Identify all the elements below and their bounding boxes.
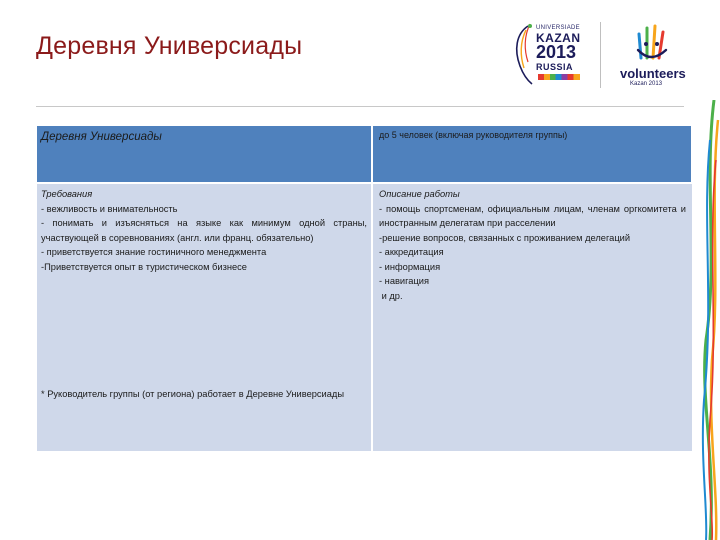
universiade-color-band [538,74,580,80]
duty-item: и др. [379,290,403,301]
requirement-item: - понимать и изъясняться на языке как минимум одной страны, участвующей в соревнованиях (англ. или франц. обязательно) [41,218,367,243]
job-description-heading: Описание работы [379,189,460,199]
universiade-city: KAZAN [536,31,581,45]
duty-item: -решение вопросов, связанных с проживанием делегаций [379,232,631,243]
requirement-item: -Приветствуется опыт в туристическом бизнесе [41,261,247,272]
table-header-right: до 5 человек (включая руководителя группы) [372,126,692,183]
duty-item: - помощь спортсменам, официальным лицам, членам оргкомитета и иностранным делегатам при расселении [379,203,686,228]
table-header-left: Деревня Универсиады [37,126,372,183]
universiade-country: RUSSIA [536,62,574,72]
duty-item: - информация [379,261,441,272]
village-table [37,126,693,451]
requirement-item: - приветствуется знание гостиничного менеджмента [41,247,267,257]
universiade-label: UNIVERSIADE [536,25,580,31]
requirement-item: - вежливость и внимательность [41,203,178,214]
volunteers-city: Kazan 2013 [630,81,663,87]
requirements-cell [37,183,372,451]
universiade-year: 2013 [536,42,577,62]
universiade-logo [510,20,580,92]
table-header-row [37,126,692,183]
leader-note: * Руководитель группы (от региона) работает в Деревне Универсиады [41,389,345,399]
duty-item: - навигация [379,276,430,286]
volunteers-logo [614,20,688,92]
decorative-color-strip [700,100,720,540]
slide-title: Деревня Универсиады [36,32,303,60]
volunteers-hand-icon [614,20,688,64]
requirements-heading: Требования [41,189,93,199]
volunteers-word: volunteers [620,66,686,81]
title-divider [36,106,684,107]
duty-item: - аккредитация [379,247,444,257]
universiade-emblem-icon [510,20,536,90]
table-body-row [37,183,692,451]
job-description-cell [372,183,692,451]
logo-divider [600,22,601,88]
